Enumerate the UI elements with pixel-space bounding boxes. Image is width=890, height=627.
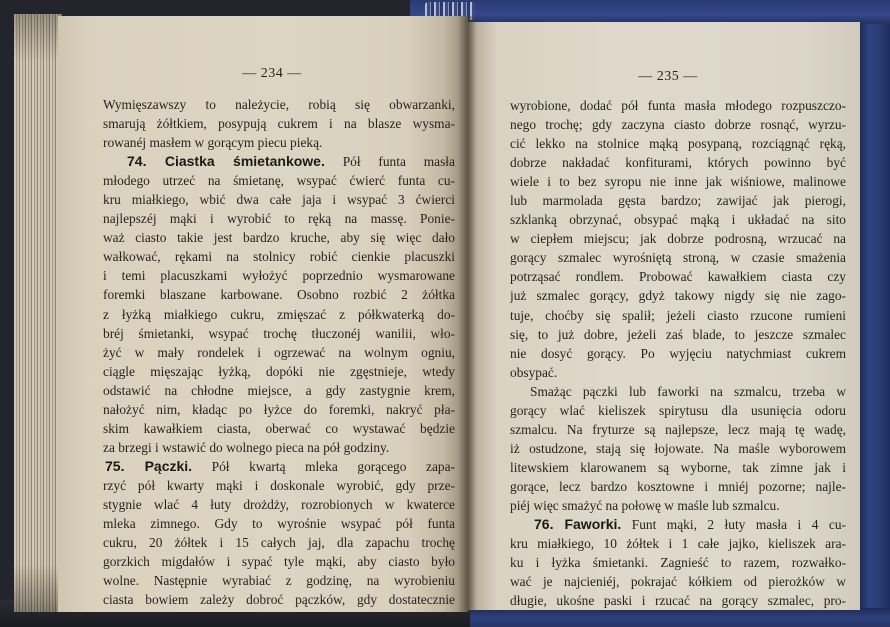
line-text: Smażąc pączki lub faworki na szmalcu, trzeba w: [530, 383, 846, 399]
page-stack-edges: [14, 14, 62, 612]
text-line: [103, 381, 455, 400]
line-text: gorzkich migdałów i sypać tyle mąki, aby ciasto było: [103, 554, 455, 570]
text-line: [103, 533, 455, 552]
line-text: foremki blaszane karbowane. Osobno rozbić 2 żółtka: [103, 287, 455, 303]
line-text: skim kawałkiem ciasta, oberwać co wystawać będzie: [103, 420, 455, 436]
text-line: [103, 285, 455, 304]
left-page-text: [103, 95, 455, 609]
line-text: kru miałkiego, wbić dwa całe jaja i wsypać 3 ćwierci: [103, 192, 455, 208]
line-text: wać je najcieniéj, pokrajać kółkiem od pierożków w: [510, 574, 846, 590]
text-line: [103, 438, 455, 457]
text-line: [103, 495, 455, 514]
text-line: [510, 172, 846, 191]
text-line: [103, 419, 455, 438]
line-text: lub marmolada gęsta bardzo; zawijać jak pierogi,: [510, 193, 846, 209]
line-text: szklanką obrzynać, obsypać mąką i układać na sito: [510, 212, 846, 228]
text-line: [103, 362, 455, 381]
line-text: Pół funta masła: [342, 154, 455, 170]
line-text: rowanéj masłem w gorącym piecu pieką.: [103, 135, 323, 151]
line-text: gorący szmalec wyrośniętą stroną, w czasie smażenia: [510, 250, 846, 266]
text-line: [510, 439, 846, 458]
line-text: smarują żółtkiem, posypują cukrem i na blasze wysma-: [103, 116, 455, 132]
line-text: rzyć pół kwarty mąki i doskonale wyrobić, gdy prze-: [103, 477, 455, 493]
line-text: wyrobione, dodać pół funta masła młodego rozpuszczo-: [510, 98, 846, 113]
line-text: stygnie wlać 4 łuty drożdży, rozrobionych w kwaterce: [103, 496, 455, 512]
line-text: Wymięszawszy to należycie, robią się obwarzanki,: [103, 97, 455, 112]
text-line: [510, 248, 846, 267]
text-line: [103, 190, 455, 209]
line-text: i temi placuszkami wyłożyć poprzednio wysmarowane: [103, 268, 455, 284]
line-text: młodego utrzeć na śmietanę, wsypać ćwierć funta cu-: [103, 173, 455, 189]
text-line: [510, 286, 846, 305]
text-line: [510, 363, 846, 382]
line-text: litewskiem klarowanem są wyborne, tak zimne jak i: [510, 459, 846, 475]
line-text: odstawić na chłodne miejsce, a gdy zastygnie krem,: [103, 382, 455, 398]
line-text: piéj więc smażyć na połowę w maśle lub szmalcu.: [510, 497, 780, 513]
text-line: [510, 325, 846, 344]
line-text: waż ciasto takie jest bardzo kruche, aby się więc dało: [103, 230, 455, 246]
line-text: gorące, lecz bardzo kosztowne i mniéj pozorne; najle-: [510, 478, 846, 494]
book-gutter: [458, 16, 476, 612]
line-text: dobrze nakładać konfiturami, których powinno być: [510, 155, 846, 171]
line-text: potrząsać rondlem. Probować kawałkiem ciasta czy: [510, 269, 846, 285]
text-line: [103, 114, 455, 133]
text-line: [510, 229, 846, 248]
paragraph: [103, 457, 455, 609]
line-text: cić lekko na stolnice mąką posypaną, rozciągnąć ręką,: [510, 136, 846, 152]
text-line: [103, 305, 455, 324]
line-text: się, to już dobre, jeżeli zaś blade, to jeszcze szmalec: [510, 326, 846, 342]
text-line: [103, 228, 455, 247]
text-line: [510, 191, 846, 210]
paragraph: [510, 382, 846, 515]
line-text: nie dosyć gorący. Po wyjęciu natychmiast cukrem: [510, 345, 846, 361]
text-line: [510, 515, 846, 534]
text-line: [103, 247, 455, 266]
book-cover-right-edge: [858, 0, 890, 627]
line-text: Pół kwartą mleka gorącego zapa-: [211, 458, 455, 474]
text-line: [103, 95, 455, 114]
text-line: [510, 134, 846, 153]
text-line: [510, 96, 846, 115]
text-line: [510, 553, 846, 572]
paragraph: [103, 152, 455, 457]
line-text: bréj śmietanki, wsypać trochę tłuczonéj wanilii, wło-: [103, 325, 455, 341]
line-text: obsypać.: [510, 364, 558, 380]
text-line: [103, 590, 455, 609]
text-line: [103, 266, 455, 285]
text-line: [510, 572, 846, 591]
text-line: [510, 458, 846, 477]
line-text: wolne. Następnie wyrabiać z godzinę, na wyrobieniu: [103, 573, 455, 589]
text-line: [103, 343, 455, 362]
text-line: [510, 477, 846, 496]
text-line: [103, 514, 455, 533]
text-line: [103, 209, 455, 228]
line-text: wałkować, rękami na stolnicy robić cienkie placuszki: [103, 249, 455, 265]
recipe-heading: 75. Pączki.: [105, 457, 193, 474]
text-line: [103, 457, 455, 476]
line-text: ku i łyżka śmietanki. Zagnieść to razem, rozwałko-: [510, 555, 846, 571]
line-text: żyć w mały rondelek i ogrzewać na wolnym ogniu,: [103, 344, 455, 360]
text-line: [103, 152, 455, 171]
text-line: [510, 420, 846, 439]
text-line: [510, 267, 846, 286]
text-line: [103, 324, 455, 343]
line-text: szmalcu. Na fryturze są najlepsze, lecz mają tę wadę,: [510, 421, 846, 437]
text-line: [510, 153, 846, 172]
line-text: długie, ukośne paski i rzucać na gorący szmalec, pro-: [510, 593, 846, 609]
page-number-right: — 235 —: [638, 69, 698, 84]
recipe-heading: 74. Ciastka śmietankowe.: [127, 153, 325, 170]
line-text: w ciepłem miejscu; jak dobrze podrosną, wrzucać na: [510, 231, 846, 247]
text-line: [103, 133, 455, 152]
line-text: Funt mąki, 2 łuty masła i 4 cu-: [631, 517, 846, 533]
book-cover-top-edge: [410, 0, 890, 24]
line-text: ciasta bowiem zależy dobroć pączków, gdy dostatecznie: [103, 592, 455, 608]
text-line: [103, 552, 455, 571]
right-page-text: [510, 96, 846, 610]
line-text: nego trochę; gdy zaczyna ciasto dobrze rosnąć, wyrzu-: [510, 117, 846, 133]
text-line: [103, 476, 455, 495]
paragraph: [103, 95, 455, 152]
text-line: [510, 382, 846, 401]
line-text: tuje, choćby się spalił; jeżeli ciasto rzucone rumieni: [510, 307, 846, 323]
text-line: [103, 171, 455, 190]
text-line: [103, 571, 455, 590]
line-text: z łyżką miałkiego cukru, zmięszać z półkwaterką do-: [103, 306, 455, 322]
text-line: [103, 400, 455, 419]
line-text: za brzegi i wstawić do wolnego pieca na pół godziny.: [103, 439, 390, 455]
text-line: [510, 344, 846, 363]
text-line: [510, 591, 846, 610]
paragraph: [510, 96, 846, 382]
text-line: [510, 534, 846, 553]
book-cover-bottom-edge: [440, 608, 890, 627]
paragraph: [510, 515, 846, 610]
text-line: [510, 401, 846, 420]
text-line: [510, 210, 846, 229]
page-number-left: — 234 —: [242, 66, 302, 81]
line-text: iż ostudzone, stają się łojowate. Na maśle wyborowem: [510, 440, 846, 456]
line-text: cukru, 20 żółtek i 15 całych jaj, dla zapachu trochę: [103, 535, 455, 551]
line-text: gorący wlać kieliszek spirytusu dla usunięcia odoru: [510, 402, 846, 418]
text-line: [510, 496, 846, 515]
line-text: nałożyć nim, kładąc po łyżce do foremki, nakryć pła-: [103, 401, 455, 417]
line-text: najlepszéj mąki i wyrobić to ręką na massę. Ponie-: [103, 211, 455, 227]
text-line: [510, 306, 846, 325]
recipe-heading: 76. Faworki.: [534, 516, 622, 533]
line-text: już szmalec gorący, gdyż takowy nigdy się nie zago-: [510, 288, 846, 304]
line-text: kru miałkiego, 10 żółtek i 1 całe jajko, kieliszek ara-: [510, 536, 846, 552]
line-text: wiele i to bez syropu nie inne jak wiśniowe, malinowe: [510, 174, 846, 190]
line-text: ciągle mięszając łyżką, dopóki nie zgęstnieje, wtedy: [103, 363, 455, 379]
line-text: mleka zimnego. Gdy to wyrośnie wsypać pół funta: [103, 516, 455, 532]
text-line: [510, 115, 846, 134]
